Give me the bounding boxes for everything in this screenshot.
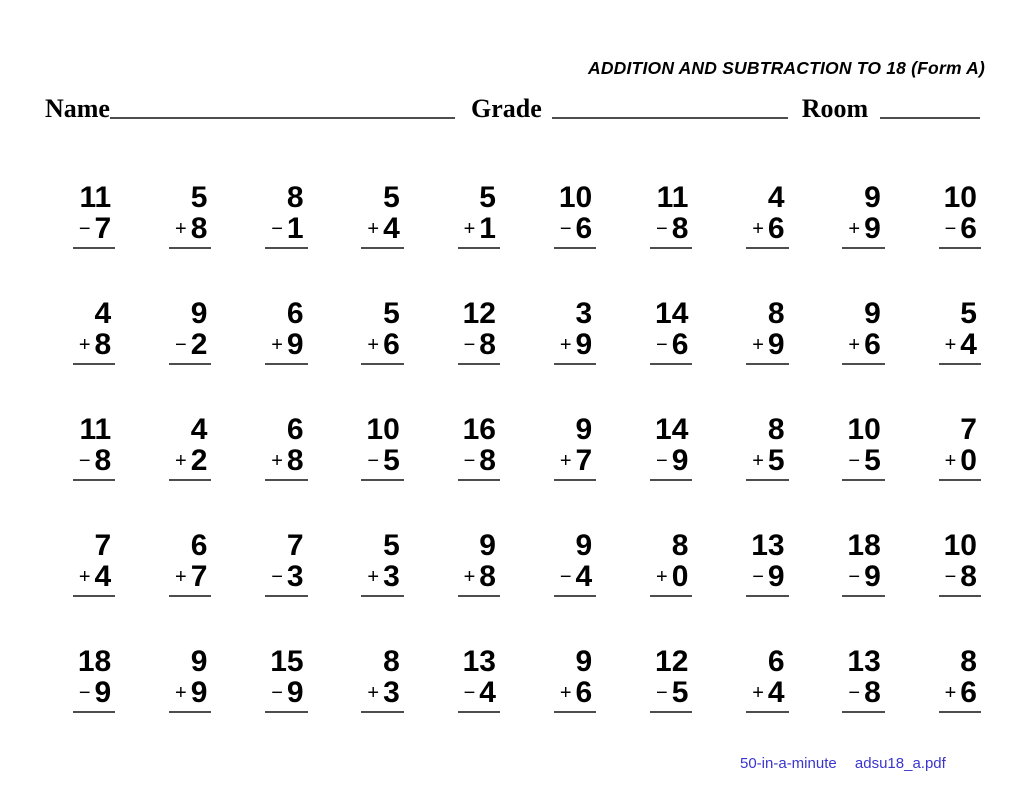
- plus-operator: +: [78, 334, 91, 356]
- bottom-row: [265, 445, 307, 481]
- problem: [458, 646, 500, 762]
- minus-operator: −: [559, 218, 572, 240]
- plus-operator: +: [559, 450, 572, 472]
- problem: [169, 298, 211, 414]
- minus-operator: −: [367, 450, 380, 472]
- minus-operator: −: [271, 566, 283, 588]
- room-label: Room: [801, 94, 869, 123]
- top-number: 7: [94, 529, 112, 562]
- bottom-row: [73, 677, 115, 713]
- bottom-number: 9: [94, 676, 112, 709]
- top-number: 5: [479, 181, 496, 214]
- bottom-number: 2: [190, 328, 208, 361]
- bottom-number: 9: [767, 328, 785, 361]
- bottom-row: [842, 213, 884, 249]
- problem: [361, 298, 403, 414]
- bottom-row: [458, 329, 500, 365]
- top-number: 8: [767, 413, 785, 446]
- bottom-number: 9: [286, 676, 304, 709]
- top-number: 11: [656, 181, 689, 214]
- top-number: 8: [960, 645, 977, 678]
- minus-operator: −: [656, 682, 668, 704]
- bottom-row: [265, 213, 307, 249]
- bottom-number: 8: [671, 212, 689, 245]
- bottom-row: [554, 329, 596, 365]
- top-number: 9: [479, 529, 496, 562]
- top-number: 9: [190, 297, 208, 330]
- problem: [554, 298, 596, 414]
- top-number: 3: [575, 297, 593, 330]
- minus-operator: −: [656, 334, 668, 356]
- bottom-number: 5: [383, 444, 400, 477]
- plus-operator: +: [752, 682, 764, 704]
- bottom-number: 1: [479, 212, 496, 245]
- plus-operator: +: [175, 218, 187, 240]
- plus-operator: +: [944, 682, 957, 704]
- bottom-number: 9: [190, 676, 208, 709]
- plus-operator: +: [752, 218, 764, 240]
- bottom-row: [650, 213, 692, 249]
- top-number: 13: [847, 645, 881, 678]
- problem: [169, 530, 211, 646]
- top-number: 11: [79, 413, 112, 446]
- top-number: 14: [655, 297, 689, 330]
- top-number: 5: [960, 297, 977, 330]
- bottom-number: 5: [671, 676, 689, 709]
- bottom-number: 8: [479, 560, 496, 593]
- worksheet-title: ADDITION AND SUBTRACTION TO 18 (Form A): [587, 58, 985, 78]
- minus-operator: −: [848, 450, 861, 472]
- grade-label: Grade: [470, 94, 542, 123]
- bottom-number: 9: [767, 560, 785, 593]
- problem: [265, 298, 307, 414]
- minus-operator: −: [752, 566, 764, 588]
- bottom-number: 7: [190, 560, 208, 593]
- top-number: 7: [286, 529, 304, 562]
- plus-operator: +: [78, 566, 91, 588]
- name-grade-room-line: [45, 94, 985, 124]
- bottom-row: [554, 561, 596, 597]
- bottom-number: 9: [864, 212, 881, 245]
- bottom-row: [169, 561, 211, 597]
- bottom-row: [458, 677, 500, 713]
- bottom-number: 5: [864, 444, 881, 477]
- top-number: 10: [558, 181, 593, 214]
- top-number: 16: [462, 413, 496, 446]
- bottom-number: 4: [383, 212, 400, 245]
- bottom-row: [73, 561, 115, 597]
- bottom-row: [746, 445, 788, 481]
- problem: [73, 530, 115, 646]
- minus-operator: −: [78, 682, 91, 704]
- bottom-number: 8: [479, 328, 496, 361]
- bottom-number: 9: [575, 328, 593, 361]
- bottom-row: [361, 561, 403, 597]
- bottom-row: [746, 329, 788, 365]
- bottom-row: [650, 329, 692, 365]
- bottom-row: [458, 213, 500, 249]
- bottom-number: 4: [960, 328, 977, 361]
- minus-operator: −: [848, 682, 861, 704]
- plus-operator: +: [367, 682, 380, 704]
- bottom-row: [746, 561, 788, 597]
- bottom-row: [939, 677, 981, 713]
- bottom-row: [554, 677, 596, 713]
- top-number: 10: [943, 181, 977, 214]
- problem: [73, 182, 115, 298]
- top-number: 9: [575, 645, 593, 678]
- bottom-number: 3: [286, 560, 304, 593]
- problem: [169, 182, 211, 298]
- bottom-row: [650, 445, 692, 481]
- bottom-number: 8: [479, 444, 496, 477]
- minus-operator: −: [848, 566, 861, 588]
- problem: [458, 298, 500, 414]
- top-number: 4: [190, 413, 208, 446]
- top-number: 10: [943, 529, 977, 562]
- bottom-row: [73, 213, 115, 249]
- bottom-number: 6: [767, 212, 785, 245]
- problem: [746, 414, 788, 530]
- bottom-row: [361, 213, 403, 249]
- minus-operator: −: [944, 218, 957, 240]
- bottom-number: 9: [864, 560, 881, 593]
- top-number: 6: [767, 645, 785, 678]
- bottom-row: [939, 445, 981, 481]
- bottom-number: 4: [479, 676, 496, 709]
- minus-operator: −: [78, 218, 91, 240]
- problem: [746, 530, 788, 646]
- bottom-number: 0: [960, 444, 977, 477]
- bottom-number: 6: [864, 328, 881, 361]
- bottom-number: 4: [94, 560, 112, 593]
- plus-operator: +: [367, 218, 380, 240]
- problem: [939, 646, 981, 762]
- bottom-number: 8: [960, 560, 977, 593]
- bottom-row: [842, 677, 884, 713]
- name-blank-field: [110, 117, 455, 119]
- top-number: 4: [767, 181, 785, 214]
- minus-operator: −: [559, 566, 572, 588]
- bottom-row: [169, 677, 211, 713]
- top-number: 5: [190, 181, 208, 214]
- top-number: 9: [190, 645, 208, 678]
- bottom-number: 6: [383, 328, 400, 361]
- top-number: 14: [655, 413, 689, 446]
- bottom-row: [554, 213, 596, 249]
- room-blank-field: [880, 117, 980, 119]
- plus-operator: +: [752, 450, 764, 472]
- bottom-row: [169, 329, 211, 365]
- problem: [939, 530, 981, 646]
- footer: [740, 755, 946, 772]
- problem: [650, 646, 692, 762]
- top-number: 13: [462, 645, 496, 678]
- problems-grid: [19, 182, 981, 762]
- plus-operator: +: [175, 450, 187, 472]
- plus-operator: +: [463, 566, 476, 588]
- problem: [746, 182, 788, 298]
- top-number: 12: [462, 297, 496, 330]
- problem: [842, 298, 884, 414]
- top-number: 4: [94, 297, 112, 330]
- problem: [554, 182, 596, 298]
- minus-operator: −: [271, 218, 283, 240]
- problem: [746, 298, 788, 414]
- bottom-row: [169, 445, 211, 481]
- problem: [458, 414, 500, 530]
- bottom-number: 3: [383, 676, 400, 709]
- problem: [650, 530, 692, 646]
- plus-operator: +: [367, 334, 380, 356]
- bottom-row: [650, 561, 692, 597]
- top-number: 18: [77, 645, 112, 678]
- bottom-row: [939, 329, 981, 365]
- bottom-row: [842, 561, 884, 597]
- bottom-number: 6: [575, 212, 593, 245]
- minus-operator: −: [271, 682, 283, 704]
- top-number: 10: [847, 413, 881, 446]
- top-number: 6: [286, 413, 304, 446]
- minus-operator: −: [656, 218, 668, 240]
- top-number: 8: [767, 297, 785, 330]
- bottom-number: 1: [286, 212, 304, 245]
- minus-operator: −: [175, 334, 187, 356]
- problem: [650, 182, 692, 298]
- bottom-row: [842, 445, 884, 481]
- minus-operator: −: [656, 450, 668, 472]
- problem: [842, 182, 884, 298]
- top-number: 12: [655, 645, 689, 678]
- plus-operator: +: [463, 218, 476, 240]
- problem: [842, 414, 884, 530]
- bottom-row: [73, 329, 115, 365]
- problem: [554, 646, 596, 762]
- top-number: 9: [575, 529, 593, 562]
- bottom-number: 5: [767, 444, 785, 477]
- top-number: 13: [751, 529, 785, 562]
- bottom-row: [361, 677, 403, 713]
- plus-operator: +: [175, 682, 187, 704]
- bottom-row: [265, 329, 307, 365]
- top-number: 10: [366, 413, 400, 446]
- footer-filename-link[interactable]: adsu18_a.pdf: [854, 755, 946, 772]
- top-number: 11: [79, 181, 112, 214]
- plus-operator: +: [559, 682, 572, 704]
- plus-operator: +: [848, 218, 861, 240]
- bottom-number: 8: [864, 676, 881, 709]
- problem: [361, 414, 403, 530]
- top-number: 15: [270, 645, 304, 678]
- plus-operator: +: [367, 566, 380, 588]
- problem: [361, 182, 403, 298]
- plus-operator: +: [656, 566, 668, 588]
- bottom-number: 3: [383, 560, 400, 593]
- top-number: 5: [383, 529, 400, 562]
- problem: [458, 182, 500, 298]
- bottom-row: [265, 677, 307, 713]
- top-number: 6: [190, 529, 208, 562]
- bottom-number: 2: [190, 444, 208, 477]
- bottom-number: 7: [94, 212, 112, 245]
- minus-operator: −: [78, 450, 91, 472]
- top-number: 8: [286, 181, 304, 214]
- bottom-row: [554, 445, 596, 481]
- top-number: 8: [383, 645, 400, 678]
- bottom-number: 8: [94, 328, 112, 361]
- bottom-row: [458, 561, 500, 597]
- problem: [746, 646, 788, 762]
- bottom-row: [169, 213, 211, 249]
- problem: [458, 530, 500, 646]
- plus-operator: +: [175, 566, 187, 588]
- plus-operator: +: [752, 334, 764, 356]
- bottom-row: [73, 445, 115, 481]
- problem: [939, 182, 981, 298]
- top-number: 9: [575, 413, 593, 446]
- plus-operator: +: [944, 450, 957, 472]
- top-number: 5: [383, 181, 400, 214]
- problem: [73, 414, 115, 530]
- plus-operator: +: [848, 334, 861, 356]
- minus-operator: −: [463, 334, 476, 356]
- plus-operator: +: [271, 334, 283, 356]
- bottom-number: 4: [767, 676, 785, 709]
- problem: [361, 646, 403, 762]
- bottom-row: [939, 213, 981, 249]
- bottom-row: [842, 329, 884, 365]
- problem: [554, 414, 596, 530]
- bottom-number: 8: [190, 212, 208, 245]
- top-number: 9: [864, 181, 881, 214]
- problem: [169, 646, 211, 762]
- problem: [73, 646, 115, 762]
- problem: [939, 298, 981, 414]
- bottom-number: 9: [671, 444, 689, 477]
- bottom-number: 6: [671, 328, 689, 361]
- plus-operator: +: [944, 334, 957, 356]
- bottom-row: [361, 445, 403, 481]
- bottom-number: 7: [575, 444, 593, 477]
- problem: [650, 414, 692, 530]
- bottom-number: 9: [286, 328, 304, 361]
- name-label: Name: [45, 94, 110, 123]
- problem: [650, 298, 692, 414]
- bottom-row: [265, 561, 307, 597]
- bottom-number: 6: [960, 676, 977, 709]
- minus-operator: −: [463, 450, 476, 472]
- problem: [842, 530, 884, 646]
- top-number: 6: [286, 297, 304, 330]
- footer-series-link[interactable]: 50-in-a-minute: [740, 755, 837, 772]
- minus-operator: −: [463, 682, 476, 704]
- bottom-row: [650, 677, 692, 713]
- bottom-number: 6: [960, 212, 977, 245]
- top-number: 18: [847, 529, 881, 562]
- plus-operator: +: [559, 334, 572, 356]
- bottom-row: [458, 445, 500, 481]
- bottom-number: 8: [286, 444, 304, 477]
- problem: [842, 646, 884, 762]
- problem: [265, 646, 307, 762]
- bottom-row: [746, 677, 788, 713]
- bottom-number: 6: [575, 676, 593, 709]
- bottom-number: 8: [94, 444, 112, 477]
- problem: [265, 182, 307, 298]
- problem: [554, 530, 596, 646]
- grade-blank-field: [552, 117, 788, 119]
- bottom-row: [361, 329, 403, 365]
- bottom-number: 0: [671, 560, 689, 593]
- top-number: 5: [383, 297, 400, 330]
- bottom-row: [746, 213, 788, 249]
- bottom-row: [939, 561, 981, 597]
- problem: [73, 298, 115, 414]
- problem: [361, 530, 403, 646]
- bottom-number: 4: [575, 560, 593, 593]
- problem: [265, 414, 307, 530]
- top-number: 9: [864, 297, 881, 330]
- problem: [939, 414, 981, 530]
- plus-operator: +: [271, 450, 283, 472]
- top-number: 8: [671, 529, 689, 562]
- top-number: 7: [960, 413, 977, 446]
- problem: [265, 530, 307, 646]
- problem: [169, 414, 211, 530]
- minus-operator: −: [944, 566, 957, 588]
